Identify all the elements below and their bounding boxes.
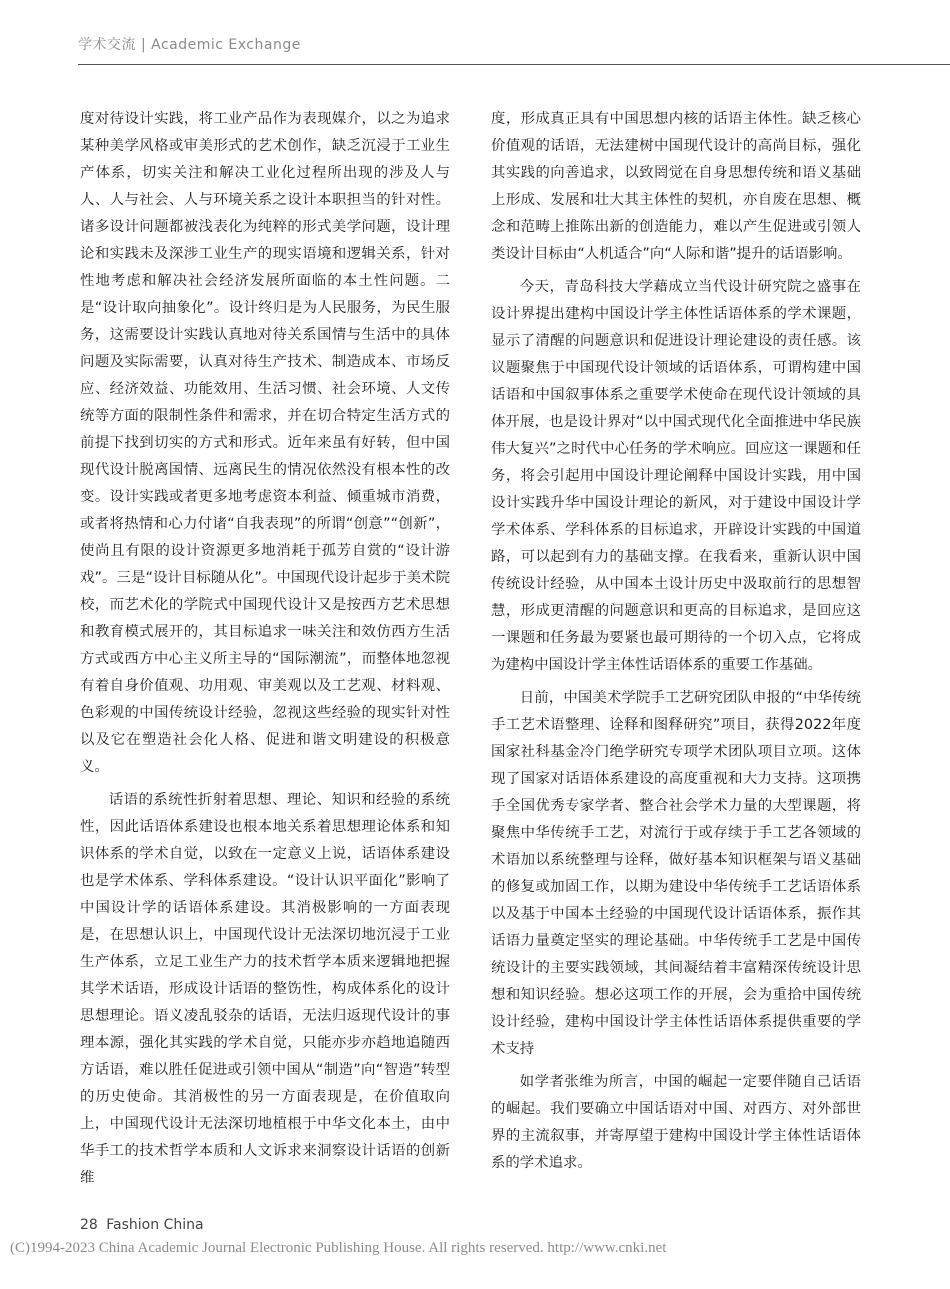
paragraph: 话语的系统性折射着思想、理论、知识和经验的系统性，因此话语体系建设也根本地关系着思想理论体系和知识体系的学术自觉，以致在一定意义上说，话语体系建设也是学术体系、学科体系建设。“设计认识平面化”影响了中国设计学的话语体系建设。其消极影响的一方面表现是，在思想认识上，中国现代设计无法深切地沉浸于工业生产体系，立足工业生产力的技术哲学本质来逻辑地把握其学术话语，形成设计话语的整饬性，构成体系化的设计思想理论。语义凌乱驳杂的话语，无法归返现代设计的事理本源，强化其实践的学术自觉，只能亦步亦趋地追随西方话语，难以胜任促进或引领中国从“制造”向“智造”转型的历史使命。其消极性的另一方面表现是，在价值取向上，中国现代设计无法深切地植根于中华文化本土，由中华手工的技术哲学本质和人文诉求来洞察设计话语的创新维 [80,792,450,1186]
paragraph: 度对待设计实践，将工业产品作为表现媒介，以之为追求某种美学风格或审美形式的艺术创作，缺乏沉浸于工业生产体系，切实关注和解决工业化过程所出现的涉及人与人、人与社会、人与环境关系之设计本职担当的针对性。诸多设计问题都被浅表化为纯粹的形式美学问题，设计理论和实践未及深涉工业生产的现实语境和逻辑关系，针对性地考虑和解决社会经济发展所面临的本土性问题。二是“设计取向抽象化”。设计终归是为人民服务，为民生服务，这需要设计实践认真地对待关系国情与生活中的具体问题及实际需要，认真对待生产技术、制造成本、市场反应、经济效益、功能效用、生活习惯、社会环境、人文传统等方面的限制性条件和需求，并在切合特定生活方式的前提下找到切实的方式和形式。近年来虽有好转，但中国现代设计脱离国情、远离民生的情况依然没有根本性的改变。设计实践或者更多地考虑资本利益、倾重城市消费，或者将热情和心力付诸“自我表现”的所谓“创意”“创新”，使尚且有限的设计资源更多地消耗于孤芳自赏的“设计游戏”。三是“设计目标随从化”。中国现代设计起步于美术院校，而艺术化的学院式中国现代设计又是按西方艺术思想和教育模式展开的，其目标追求一味关注和效仿西方生活方式或西方中心主义所主导的“国际潮流”，而整体地忽视有着自身价值观、功用观、审美观以及工艺观、材料观、色彩观的中国传统设计经验，忽视这些经验的现实针对性以及它在塑造社会化人格、促进和谐文明建设的积极意义。 [80,111,450,775]
page-number: 28 [80,1217,98,1233]
header-section-en: Academic Exchange [151,37,301,53]
page-footer [80,1217,204,1233]
left-column [80,106,450,1198]
running-header [78,34,301,54]
paragraph: 日前，中国美术学院手工艺研究团队申报的“中华传统手工艺术语整理、诠释和图释研究”项目，获得2022年度国家社科基金冷门绝学研究专项学术团队项目立项。这体现了国家对话语体系建设的高度重视和大力支持。这项携手全国优秀专家学者、整合社会学术力量的大型课题，将聚焦中华传统手工艺，对流行于或存续于手工艺各领域的术语加以系统整理与诠释，做好基本知识框架与语义基础的修复或加固工作，以期为建设中华传统手工艺话语体系以及基于中国本土经验的中国现代设计话语体系，振作其话语力量奠定坚实的理论基础。中华传统手工艺是中国传统设计的主要实践领域，其间凝结着丰富精深传统设计思想和知识经验。想必这项工作的开展，会为重拾中国传统设计经验，建构中国设计学主体性话语体系提供重要的学术支持 [491,690,861,1057]
header-separator: | [140,37,147,53]
paragraph: 如学者张维为所言，中国的崛起一定要伴随自己话语的崛起。我们要确立中国话语对中国、对西方、对外部世界的主流叙事，并寄厚望于建构中国设计学主体性话语体系的学术追求。 [491,1074,861,1171]
journal-name: Fashion China [106,1217,204,1233]
header-section: 学术交流 [78,37,136,53]
paragraph: 度，形成真正具有中国思想内核的话语主体性。缺乏核心价值观的话语，无法建树中国现代设计的高尚目标，强化其实践的向善追求，以致罔觉在自身思想传统和语义基础上形成、发展和壮大其主体性的契机，亦自废在思想、概念和范畴上推陈出新的创造能力，难以产生促进或引领人类设计目标由“人机适合”向“人际和谐”提升的话语影响。 [491,111,861,262]
right-column [491,106,861,1183]
paragraph: 今天，青岛科技大学藉成立当代设计研究院之盛事在设计界提出建构中国设计学主体性话语体系的学术课题，显示了清醒的问题意识和促进设计理论建设的责任感。该议题聚焦于中国现代设计领域的话语体系，可谓构建中国话语和中国叙事体系之重要学术使命在现代设计领域的具体开展，也是设计界对“以中国式现代化全面推进中华民族伟大复兴”之时代中心任务的学术响应。回应这一课题和任务，将会引起用中国设计理论阐释中国设计实践，用中国设计实践升华中国设计理论的新风，对于建设中国设计学学术体系、学科体系的目标追求，开辟设计实践的中国道路，可以起到有力的基础支撑。在我看来，重新认识中国传统设计经验，从中国本土设计历史中汲取前行的思想智慧，形成更清醒的问题意识和更高的目标追求，是回应这一课题和任务最为要紧也最可期待的一个切入点，它将成为建构中国设计学主体性话语体系的重要工作基础。 [491,279,861,673]
copyright-notice: (C)1994-2023 China Academic Journal Electronic Publishing House. All rights reserved. http://www.cnki.net [10,1240,667,1256]
header-rule [78,64,950,65]
